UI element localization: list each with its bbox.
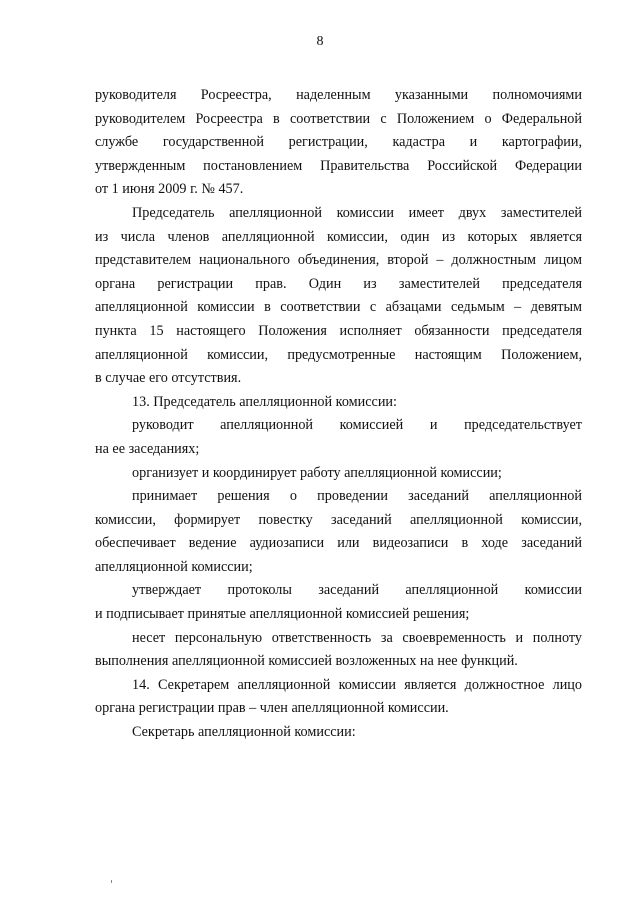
text-line: службе государственной регистрации, кадастра и картографии,: [95, 134, 582, 151]
text-line: руководит апелляционной комиссией и председательствует: [132, 417, 582, 434]
text-line: обеспечивает ведение аудиозаписи или видеозаписи в ходе заседаний: [95, 535, 582, 552]
text-line: в случае его отсутствия.: [95, 370, 242, 387]
text-line: комиссии, формирует повестку заседаний апелляционной комиссии,: [95, 511, 582, 528]
text-line: организует и координирует работу апелляционной комиссии;: [132, 464, 502, 481]
text-line: на ее заседаниях;: [95, 440, 200, 457]
text-line: апелляционной комиссии в соответствии с абзацами седьмым – девятым: [95, 299, 582, 316]
text-line: 13. Председатель апелляционной комиссии:: [132, 393, 397, 410]
text-line: выполнения апелляционной комиссией возложенных на нее функций.: [95, 653, 518, 670]
body-text: [95, 84, 582, 745]
text-line: руководителем Росреестра в соответствии с Положением о Федеральной: [95, 110, 582, 127]
text-line: Председатель апелляционной комиссии имеет двух заместителей: [132, 204, 582, 221]
scan-speck: [111, 880, 112, 883]
text-line: принимает решения о проведении заседаний апелляционной: [132, 488, 582, 505]
text-line: пункта 15 настоящего Положения исполняет обязанности председателя: [95, 322, 582, 339]
text-line: утвержденным постановлением Правительства Российской Федерации: [95, 157, 582, 174]
text-line: 14. Секретарем апелляционной комиссии является должностное лицо: [132, 676, 582, 693]
text-line: органа регистрации прав. Один из заместителей председателя: [95, 275, 582, 292]
text-line: представителем национального объединения, второй – должностным лицом: [95, 252, 582, 269]
text-line: руководителя Росреестра, наделенным указанными полномочиями: [95, 87, 582, 103]
text-line: Секретарь апелляционной комиссии:: [132, 724, 356, 741]
text-line: несет персональную ответственность за своевременность и полноту: [132, 629, 582, 646]
text-line: утверждает протоколы заседаний апелляционной комиссии: [132, 582, 582, 599]
text-line: от 1 июня 2009 г. № 457.: [95, 181, 244, 198]
text-line: и подписывает принятые апелляционной комиссией решения;: [95, 606, 470, 623]
text-line: апелляционной комиссии, предусмотренные настоящим Положением,: [95, 346, 582, 363]
text-line: апелляционной комиссии;: [95, 558, 253, 575]
page-number: 8: [316, 34, 324, 49]
text-line: органа регистрации прав – член апелляционной комиссии.: [95, 700, 449, 717]
text-line: из числа членов апелляционной комиссии, один из которых является: [95, 228, 582, 245]
